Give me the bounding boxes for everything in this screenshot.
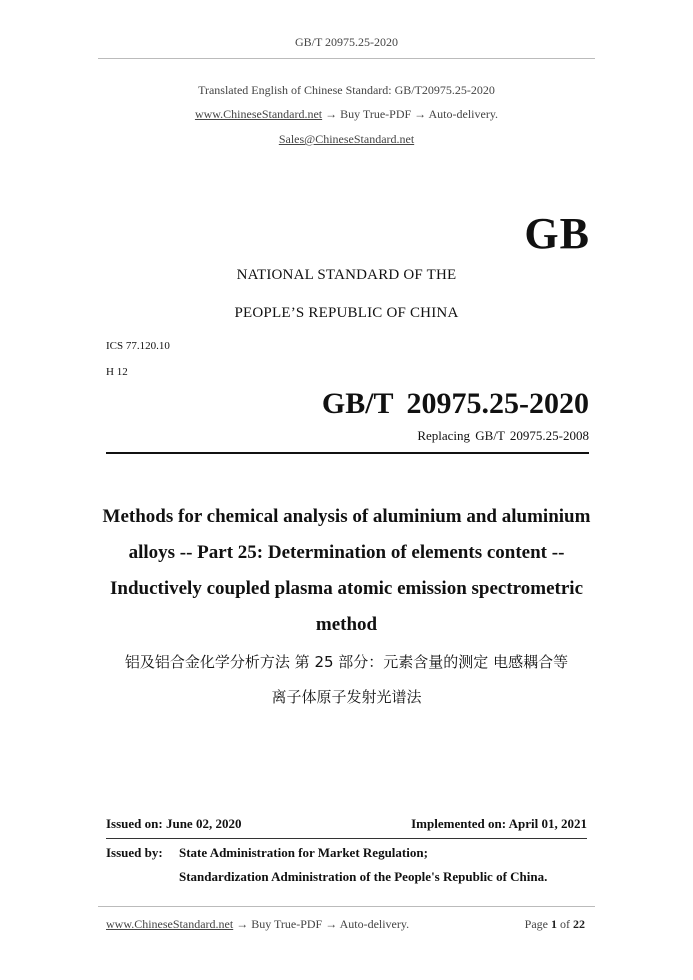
footer-divider (98, 906, 595, 907)
english-title-line-2: alloys -- Part 25: Determination of elements content -- (128, 542, 565, 563)
english-title-line-4: method (315, 614, 378, 635)
national-standard-line-1: NATIONAL STANDARD OF THE (236, 267, 457, 283)
of-label: of (560, 917, 570, 931)
purchase-notice-text: → Buy True-PDF → Auto-delivery. (322, 107, 499, 121)
standard-number: GB/T 20975.25-2020 (321, 387, 589, 420)
dates-divider (106, 838, 587, 839)
translation-notice: Translated English of Chinese Standard: GB/T20975.25-2020 (198, 83, 495, 97)
footer-notice-text: → Buy True-PDF → Auto-delivery. (233, 917, 410, 931)
page-number: 1 (551, 917, 557, 931)
chinese-title-line-2: 离子体原子发射光谱法 (271, 688, 422, 706)
page-indicator (525, 917, 585, 932)
implemented-on-date: Implemented on: April 01, 2021 (411, 816, 587, 831)
page-label: Page (524, 917, 548, 931)
email-link[interactable]: Sales@ChineseStandard.net (278, 132, 415, 146)
issuer-line-2: Standardization Administration of the People's Republic of China. (179, 869, 548, 884)
purchase-notice (0, 107, 693, 122)
replacing-note: Replacing GB/T 20975.25-2008 (417, 428, 589, 443)
english-title-line-3: Inductively coupled plasma atomic emission spectrometric (109, 578, 584, 599)
website-link[interactable]: www.ChineseStandard.net (194, 107, 323, 121)
ccs-code: H 12 (106, 366, 128, 378)
page-total: 22 (573, 917, 585, 931)
ics-code: ICS 77.120.10 (106, 340, 170, 352)
header-divider (98, 58, 595, 59)
footer-notice (106, 917, 409, 932)
footer-website-link[interactable]: www.ChineseStandard.net (106, 917, 234, 931)
issued-by-label: Issued by: (106, 845, 163, 860)
issuer-line-1: State Administration for Market Regulation; (179, 845, 428, 860)
english-title-line-1: Methods for chemical analysis of aluminium and aluminium (102, 506, 591, 527)
email-line (0, 132, 693, 147)
gb-logo: GB (524, 209, 590, 258)
chinese-title-line-1: 铝及铝合金化学分析方法 第 25 部分：元素含量的测定 电感耦合等 (124, 653, 569, 671)
title-divider (106, 452, 589, 454)
running-header: GB/T 20975.25-2020 (294, 35, 399, 49)
issued-on-date: Issued on: June 02, 2020 (106, 816, 242, 831)
national-standard-line-2: PEOPLE’S REPUBLIC OF CHINA (234, 305, 459, 321)
